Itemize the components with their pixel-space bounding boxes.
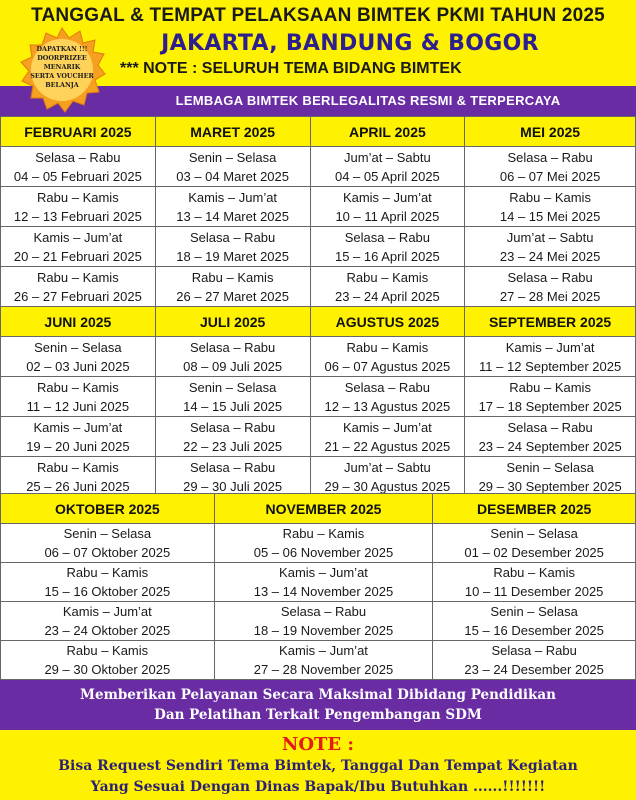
schedule-days: Selasa – Rabu [507, 149, 593, 165]
schedule-cell [1, 602, 215, 641]
schedule-dates: 18 – 19 November 2025 [253, 623, 394, 638]
schedule-cell [1, 187, 156, 227]
schedule-dates: 23 – 24 April 2025 [334, 288, 440, 304]
schedule-dates: 06 – 07 Mei 2025 [499, 168, 601, 184]
schedule-cell [433, 602, 636, 641]
month-header: OKTOBER 2025 [1, 494, 215, 524]
schedule-dates: 27 – 28 November 2025 [253, 662, 394, 677]
schedule-dates: 13 – 14 November 2025 [253, 584, 394, 599]
schedule-days: Kamis – Jum’at [33, 419, 123, 435]
service-band [0, 680, 636, 730]
schedule-cell [311, 337, 466, 377]
schedule-cell [465, 187, 636, 227]
service-line-2: Dan Pelatihan Terkait Pengembangan SDM [154, 707, 482, 723]
schedule-dates: 23 – 24 September 2025 [478, 438, 622, 454]
schedule-cell [433, 524, 636, 563]
schedule-cell [1, 524, 215, 563]
schedule-cell [311, 267, 466, 307]
schedule-days: Rabu – Kamis [191, 269, 274, 285]
schedule-days: Selasa – Rabu [189, 339, 276, 355]
schedule-cell [433, 563, 636, 602]
service-line-1: Memberikan Pelayanan Secara Maksimal Dibidang Pendidikan [80, 687, 556, 703]
schedule-days: Rabu – Kamis [509, 189, 591, 205]
schedule-days: Rabu – Kamis [37, 189, 119, 205]
schedule-cell [465, 377, 636, 417]
schedule-days: Kamis – Jum’at [62, 604, 152, 619]
schedule-days: Senin – Selasa [490, 526, 578, 541]
schedule-cell [156, 337, 311, 377]
schedule-dates: 04 – 05 Februari 2025 [13, 168, 142, 184]
schedule-days: Senin – Selasa [490, 604, 578, 619]
schedule-cell [311, 417, 466, 457]
schedule-dates: 15 – 16 April 2025 [334, 248, 440, 264]
schedule-dates: 13 – 14 Maret 2025 [176, 208, 289, 224]
schedule-days: Rabu – Kamis [282, 526, 365, 541]
month-header: APRIL 2025 [311, 117, 466, 147]
schedule-block-3 [0, 493, 636, 680]
schedule-cell [465, 147, 636, 187]
schedule-days: Jum’at – Sabtu [344, 459, 431, 475]
schedule-cell [311, 377, 466, 417]
schedule-cell [1, 641, 215, 680]
month-header: MEI 2025 [465, 117, 636, 147]
schedule-block-2 [0, 306, 636, 497]
month-header: JULI 2025 [156, 307, 311, 337]
schedule-days: Kamis – Jum’at [279, 565, 368, 580]
schedule-dates: 25 – 26 Juni 2025 [26, 478, 130, 494]
schedule-cell [311, 147, 466, 187]
month-header: AGUSTUS 2025 [311, 307, 466, 337]
schedule-days: Jum’at – Sabtu [344, 149, 431, 165]
schedule-days: Selasa – Rabu [344, 229, 431, 245]
note-section [0, 730, 636, 800]
month-header: FEBRUARI 2025 [1, 117, 156, 147]
schedule-days: Rabu – Kamis [493, 565, 575, 580]
banner-text: LEMBAGA BIMTEK BERLEGALITAS RESMI & TERPERCAYA [175, 93, 561, 108]
schedule-days: Senin – Selasa [506, 459, 594, 475]
badge-text: DAPATKAN !!! DOORPRIZEE MENARIK SERTA VOUCHER BELANJA [30, 45, 94, 89]
month-header: DESEMBER 2025 [433, 494, 636, 524]
schedule-dates: 01 – 02 Desember 2025 [464, 545, 604, 560]
schedule-cell [311, 227, 466, 267]
month-header: NOVEMBER 2025 [215, 494, 434, 524]
schedule-cell [1, 457, 156, 497]
schedule-days: Rabu – Kamis [509, 379, 591, 395]
schedule-cell [215, 563, 434, 602]
schedule-days: Selasa – Rabu [189, 459, 276, 475]
schedule-days: Senin – Selasa [34, 339, 122, 355]
schedule-cell [156, 147, 311, 187]
schedule-days: Kamis – Jum’at [33, 229, 123, 245]
schedule-dates: 06 – 07 Oktober 2025 [44, 545, 171, 560]
schedule-dates: 18 – 19 Maret 2025 [176, 248, 289, 264]
schedule-days: Rabu – Kamis [37, 269, 119, 285]
schedule-cell [215, 524, 434, 563]
schedule-dates: 23 – 24 Desember 2025 [464, 662, 604, 677]
schedule-cell [156, 457, 311, 497]
schedule-cell [1, 377, 156, 417]
schedule-days: Kamis – Jum’at [342, 189, 432, 205]
schedule-dates: 02 – 03 Juni 2025 [26, 358, 130, 374]
schedule-dates: 29 – 30 Oktober 2025 [44, 662, 171, 677]
schedule-cell [465, 457, 636, 497]
schedule-days: Rabu – Kamis [37, 459, 119, 475]
schedule-cell [1, 337, 156, 377]
schedule-dates: 29 – 30 Agustus 2025 [324, 478, 451, 494]
schedule-cell [1, 417, 156, 457]
schedule-dates: 14 – 15 Juli 2025 [183, 398, 283, 414]
schedule-dates: 23 – 24 Mei 2025 [499, 248, 601, 264]
schedule-days: Kamis – Jum’at [505, 339, 595, 355]
schedule-cell [1, 563, 215, 602]
schedule-dates: 12 – 13 Agustus 2025 [324, 398, 451, 414]
schedule-dates: 03 – 04 Maret 2025 [176, 168, 289, 184]
schedule-days: Rabu – Kamis [66, 643, 149, 658]
schedule-cell [156, 267, 311, 307]
schedule-dates: 20 – 21 Februari 2025 [13, 248, 142, 264]
theme-note: *** NOTE : SELURUH TEMA BIDANG BIMTEK [120, 60, 462, 77]
month-header: SEPTEMBER 2025 [465, 307, 636, 337]
schedule-days: Senin – Selasa [188, 149, 277, 165]
schedule-days: Senin – Selasa [63, 526, 152, 541]
schedule-dates: 15 – 16 Oktober 2025 [44, 584, 171, 599]
schedule-days: Rabu – Kamis [37, 379, 119, 395]
schedule-days: Selasa – Rabu [344, 379, 431, 395]
schedule-cell [465, 227, 636, 267]
page-title: TANGGAL & TEMPAT PELAKSAAN BIMTEK PKMI TAHUN 2025 [31, 5, 605, 26]
schedule-cell [1, 147, 156, 187]
schedule-cell [311, 457, 466, 497]
schedule-dates: 14 – 15 Mei 2025 [499, 208, 601, 224]
schedule-dates: 26 – 27 Februari 2025 [13, 288, 142, 304]
schedule-days: Selasa – Rabu [280, 604, 367, 619]
note-title: NOTE : [281, 734, 355, 755]
schedule-dates: 29 – 30 September 2025 [478, 478, 622, 494]
schedule-days: Selasa – Rabu [507, 269, 593, 285]
schedule-days: Rabu – Kamis [66, 565, 149, 580]
schedule-days: Selasa – Rabu [35, 149, 121, 165]
schedule-dates: 26 – 27 Maret 2025 [176, 288, 289, 304]
schedule-dates: 06 – 07 Agustus 2025 [324, 358, 451, 374]
schedule-cell [1, 227, 156, 267]
schedule-dates: 10 – 11 Desember 2025 [464, 584, 604, 599]
schedule-dates: 15 – 16 Desember 2025 [464, 623, 604, 638]
schedule-cell [433, 641, 636, 680]
note-line-2: Yang Sesuai Dengan Dinas Bapak/Ibu Butuhkan ......!!!!!!! [90, 779, 546, 795]
schedule-days: Kamis – Jum’at [188, 189, 278, 205]
doorprize-badge [18, 26, 106, 114]
schedule-cell [156, 377, 311, 417]
schedule-days: Selasa – Rabu [491, 643, 577, 658]
schedule-days: Jum’at – Sabtu [506, 229, 594, 245]
schedule-dates: 05 – 06 November 2025 [253, 545, 394, 560]
schedule-dates: 21 – 22 Agustus 2025 [324, 438, 451, 454]
schedule-days: Selasa – Rabu [189, 419, 276, 435]
schedule-cell [156, 227, 311, 267]
month-header: JUNI 2025 [1, 307, 156, 337]
schedule-cell [156, 417, 311, 457]
schedule-dates: 11 – 12 September 2025 [479, 358, 622, 374]
schedule-dates: 22 – 23 Juli 2025 [183, 438, 283, 454]
month-header: MARET 2025 [156, 117, 311, 147]
schedule-cell [311, 187, 466, 227]
schedule-days: Kamis – Jum’at [279, 643, 368, 658]
schedule-days: Selasa – Rabu [189, 229, 276, 245]
schedule-days: Senin – Selasa [188, 379, 277, 395]
schedule-dates: 12 – 13 Februari 2025 [13, 208, 142, 224]
schedule-dates: 23 – 24 Oktober 2025 [44, 623, 171, 638]
schedule-dates: 29 – 30 Juli 2025 [183, 478, 283, 494]
schedule-dates: 27 – 28 Mei 2025 [499, 288, 601, 304]
schedule-dates: 10 – 11 April 2025 [335, 208, 440, 224]
schedule-days: Rabu – Kamis [346, 269, 429, 285]
note-line-1: Bisa Request Sendiri Tema Bimtek, Tanggal Dan Tempat Kegiatan [58, 758, 578, 774]
schedule-days: Selasa – Rabu [507, 419, 593, 435]
location-subtitle: JAKARTA, BANDUNG & BOGOR [161, 31, 539, 56]
schedule-cell [1, 267, 156, 307]
schedule-dates: 11 – 12 Juni 2025 [26, 398, 130, 414]
schedule-days: Rabu – Kamis [346, 339, 429, 355]
schedule-days: Kamis – Jum’at [342, 419, 432, 435]
schedule-cell [215, 602, 434, 641]
schedule-cell [156, 187, 311, 227]
schedule-block-1 [0, 116, 636, 307]
schedule-dates: 08 – 09 Juli 2025 [183, 358, 283, 374]
schedule-cell [465, 417, 636, 457]
schedule-dates: 19 – 20 Juni 2025 [26, 438, 130, 454]
schedule-dates: 04 – 05 April 2025 [334, 168, 440, 184]
schedule-dates: 17 – 18 September 2025 [478, 398, 622, 414]
schedule-cell [215, 641, 434, 680]
schedule-cell [465, 337, 636, 377]
schedule-cell [465, 267, 636, 307]
